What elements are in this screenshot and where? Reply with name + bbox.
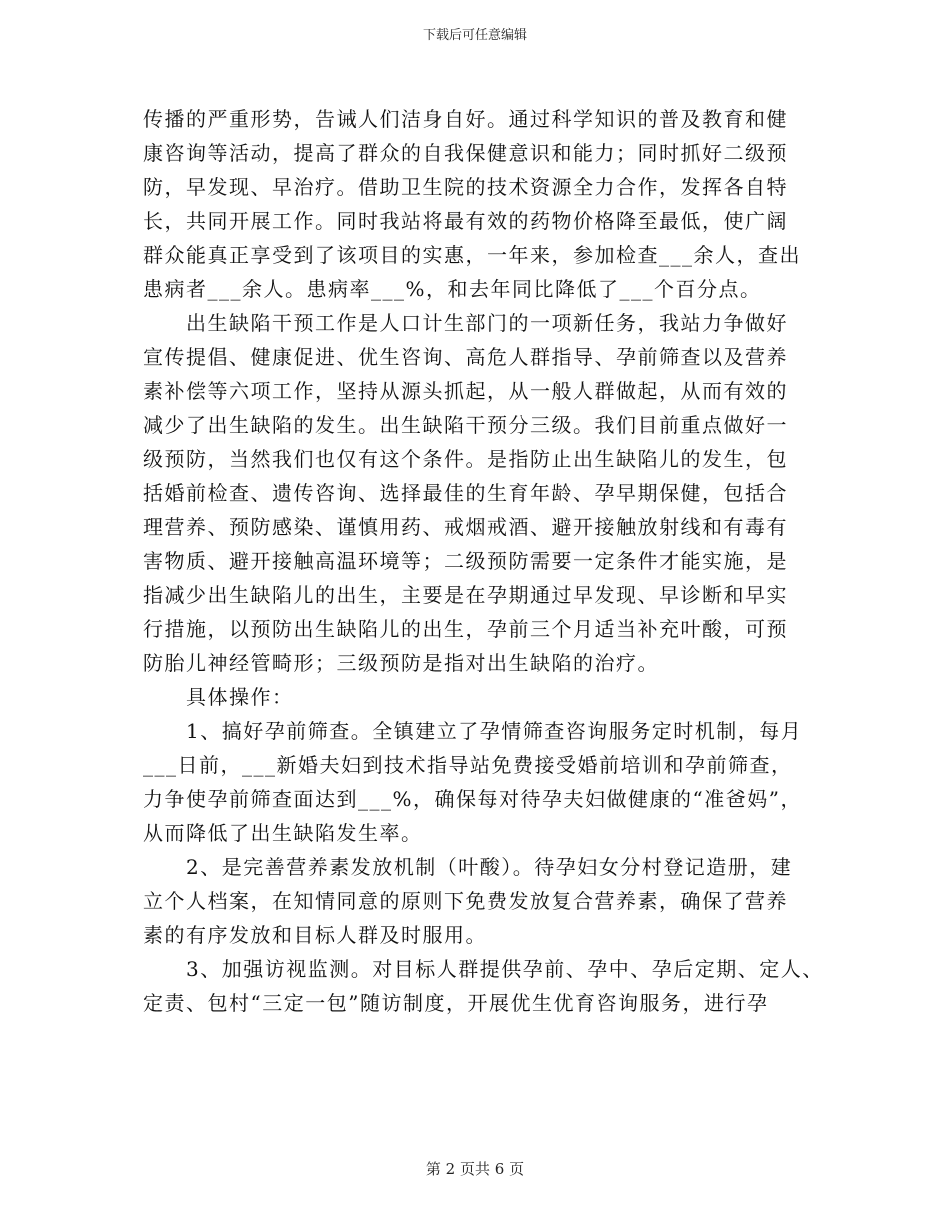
text-line: 宣传提倡、健康促进、优生咨询、高危人群指导、孕前筛查以及营养 <box>143 345 788 369</box>
text-line: 传播的严重形势，告诫人们洁身自好。通过科学知识的普及教育和健 <box>143 107 788 131</box>
text-line: ___日前，___新婚夫妇到技术指导站免费接受婚前培训和孕前筛查， <box>143 753 793 777</box>
text-line: 出生缺陷干预工作是人口计生部门的一项新任务，我站力争做好 <box>143 311 788 335</box>
text-line: 群众能真正享受到了该项目的实惠，一年来，参加检查___余人，查出 <box>143 243 801 267</box>
text-line: 从而降低了出生缺陷发生率。 <box>143 821 423 845</box>
text-line: 指减少出生缺陷儿的出生，主要是在孕期通过早发现、早诊断和早实 <box>143 583 788 607</box>
text-line: 定责、包村“三定一包”随访制度，开展优生优育咨询服务，进行孕 <box>143 991 769 1015</box>
text-line: 康咨询等活动，提高了群众的自我保健意识和能力；同时抓好二级预 <box>143 141 788 165</box>
text-line: 减少了出生缺陷的发生。出生缺陷干预分三级。我们目前重点做好一 <box>143 413 788 437</box>
text-line: 素补偿等六项工作，坚持从源头抓起，从一般人群做起，从而有效的 <box>143 379 788 403</box>
text-line: 素的有序发放和目标人群及时服用。 <box>143 923 487 947</box>
text-line: 立个人档案，在知情同意的原则下免费发放复合营养素，确保了营养 <box>143 889 788 913</box>
text-line: 具体操作： <box>143 685 294 709</box>
text-line: 长，共同开展工作。同时我站将最有效的药物价格降至最低，使广阔 <box>143 209 788 233</box>
page-footer: 第 2 页共 6 页 <box>425 1160 525 1178</box>
text-line: 防胎儿神经管畸形；三级预防是指对出生缺陷的治疗。 <box>143 651 659 675</box>
text-line: 括婚前检查、遗传咨询、选择最佳的生育年龄、孕早期保健，包括合 <box>143 481 788 505</box>
text-line: 1、搞好孕前筛查。全镇建立了孕情筛查咨询服务定时机制，每月 <box>143 719 803 743</box>
text-line: 力争使孕前筛查面达到___%，确保每对待孕夫妇做健康的“准爸妈”， <box>143 787 802 811</box>
document-body <box>143 102 823 1020</box>
text-line: 害物质、避开接触高温环境等；二级预防需要一定条件才能实施，是 <box>143 549 788 573</box>
text-line: 3、加强访视监测。对目标人群提供孕前、孕中、孕后定期、定人、 <box>143 957 824 981</box>
text-line: 2、是完善营养素发放机制（叶酸）。待孕妇女分村登记造册，建 <box>143 855 793 879</box>
page-header: 下载后可任意编辑 <box>422 28 527 43</box>
text-line: 理营养、预防感染、谨慎用药、戒烟戒酒、避开接触放射线和有毒有 <box>143 515 788 539</box>
text-line: 级预防，当然我们也仅有这个条件。是指防止出生缺陷儿的发生，包 <box>143 447 788 471</box>
text-line: 患病者___余人。患病率___%，和去年同比降低了___个百分点。 <box>143 277 762 301</box>
text-line: 行措施，以预防出生缺陷儿的出生，孕前三个月适当补充叶酸，可预 <box>143 617 788 641</box>
text-line: 防，早发现、早治疗。借助卫生院的技术资源全力合作，发挥各自特 <box>143 175 788 199</box>
